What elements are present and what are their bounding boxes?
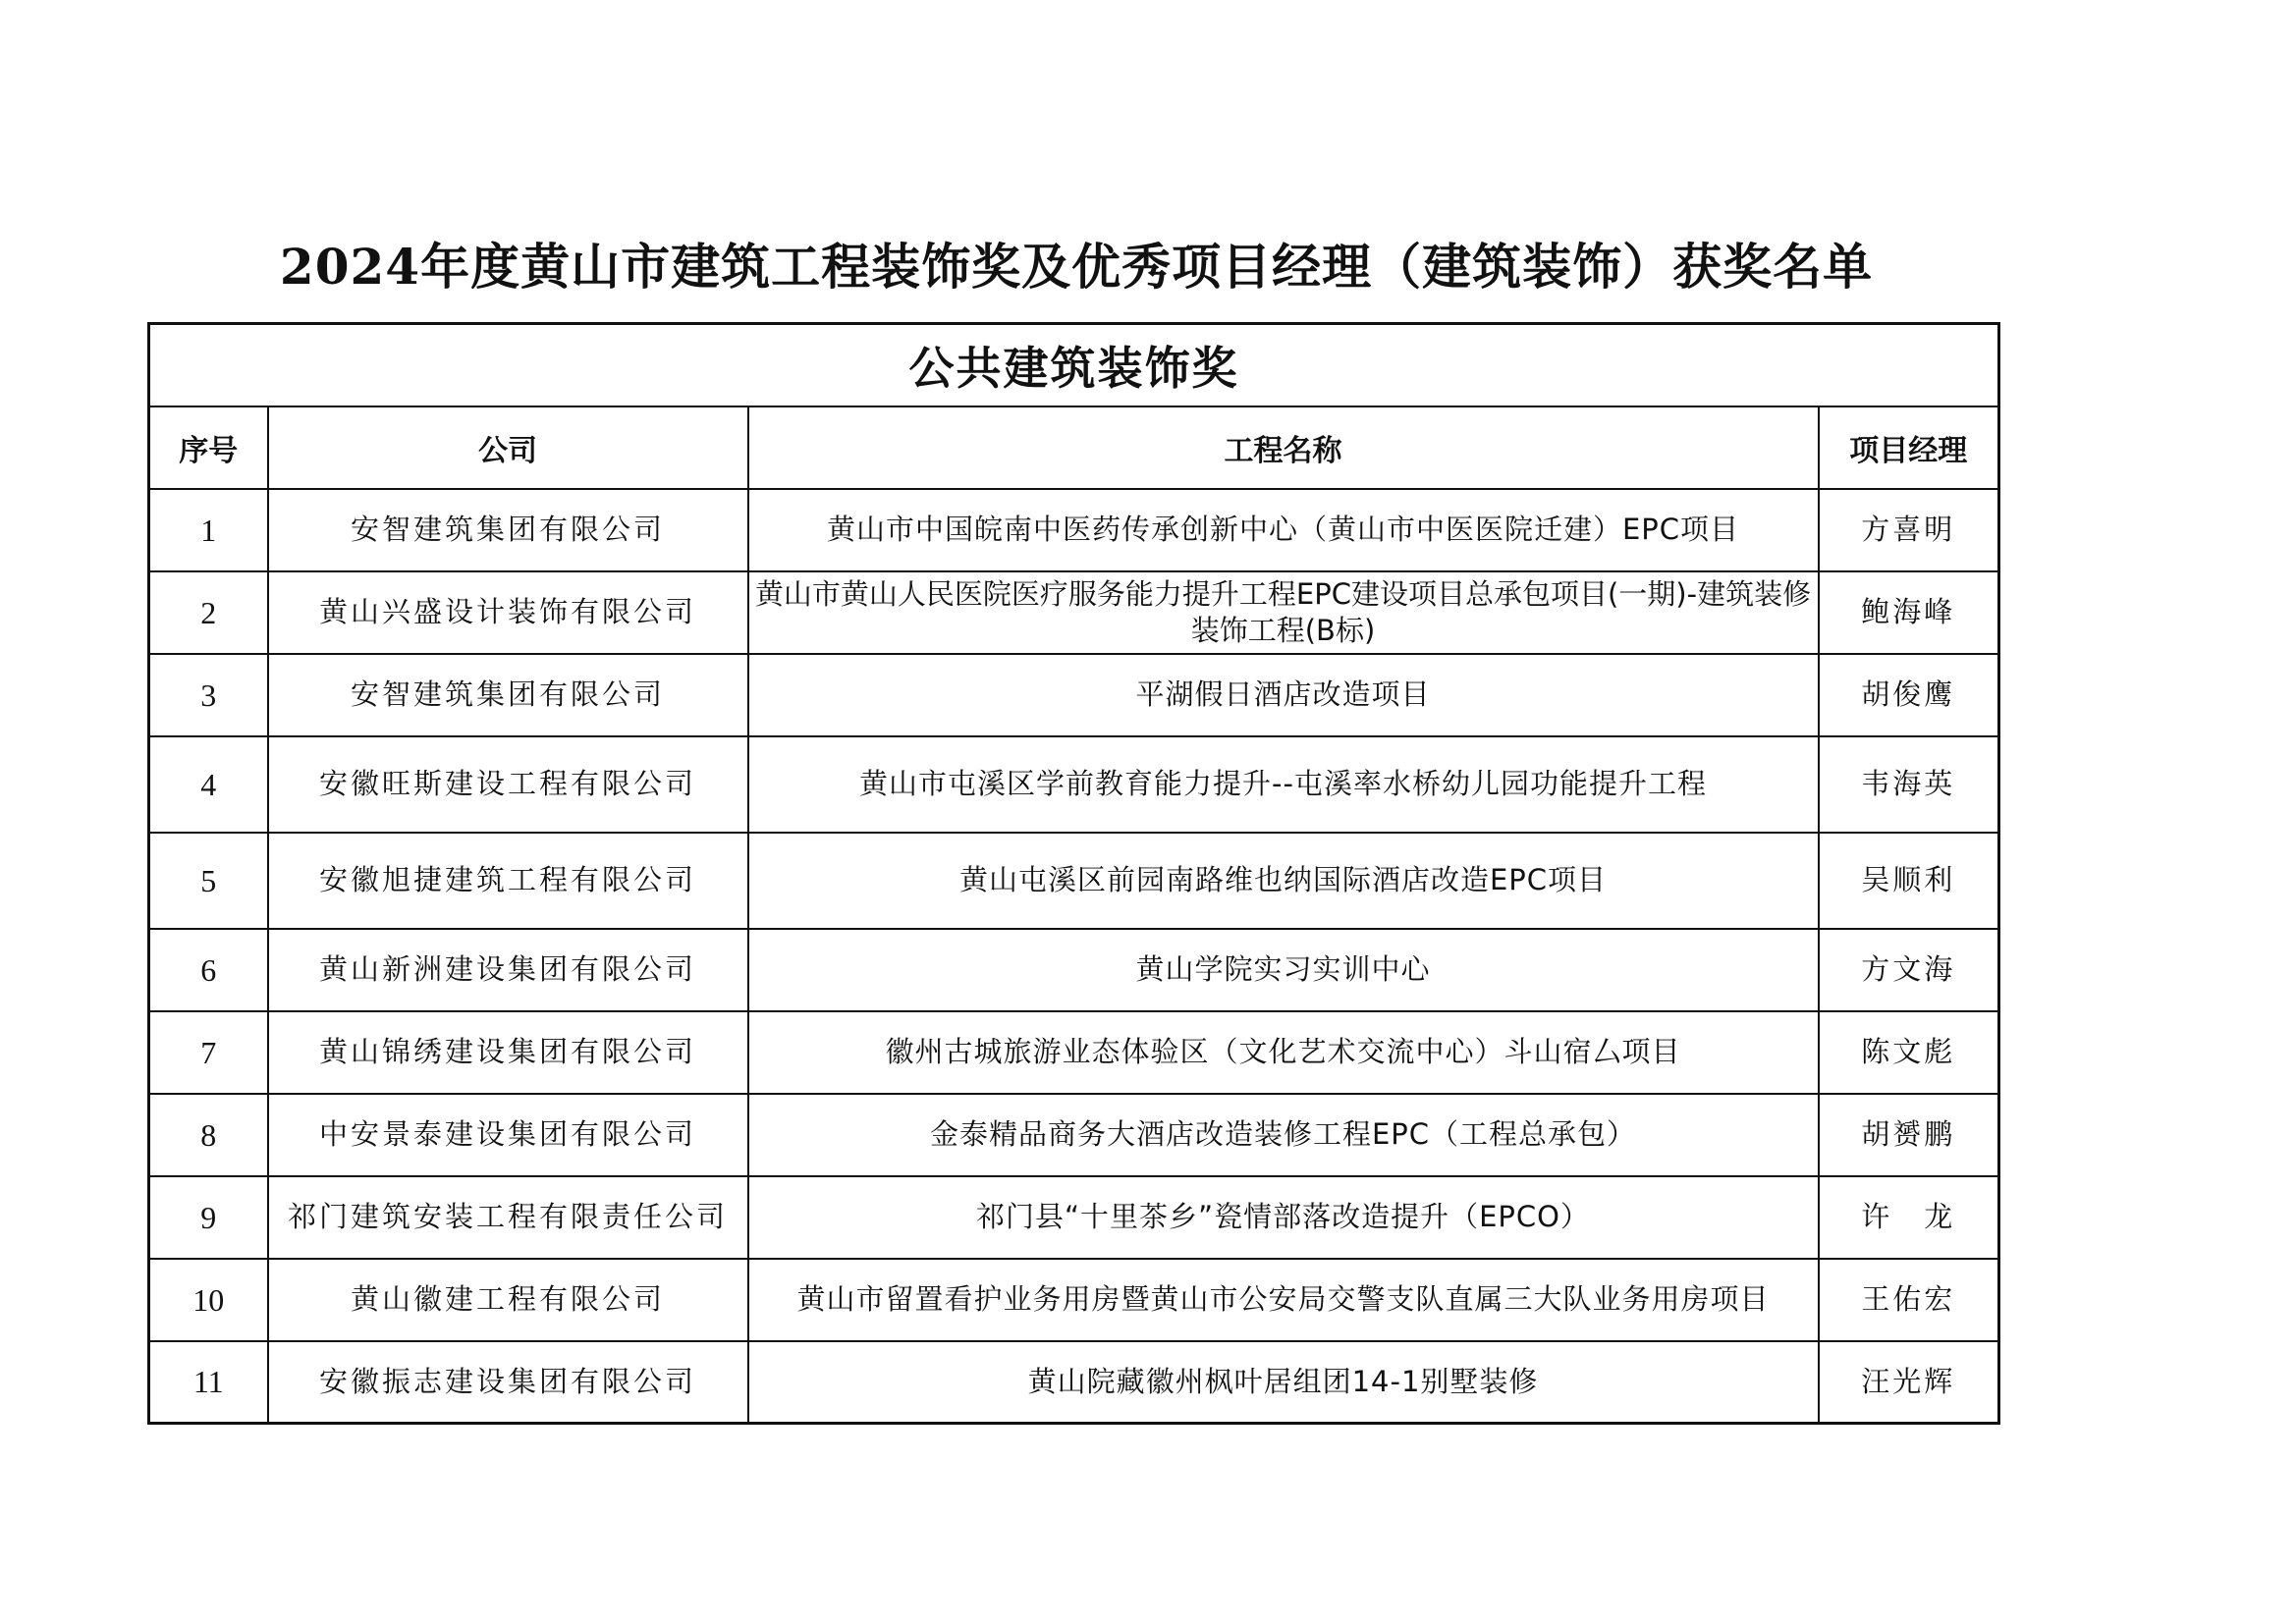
- company-cell: 祁门建筑安装工程有限责任公司: [268, 1176, 748, 1259]
- company-cell: 黄山锦绣建设集团有限公司: [268, 1011, 748, 1094]
- manager-cell: 王佑宏: [1819, 1259, 1999, 1341]
- company-cell: 安徽旺斯建设工程有限公司: [268, 736, 748, 833]
- company-cell: 安徽振志建设集团有限公司: [268, 1341, 748, 1424]
- row-number: 7: [149, 1011, 268, 1094]
- column-header-manager: 项目经理: [1819, 406, 1999, 489]
- table-row: [149, 654, 1999, 736]
- row-number: 5: [149, 833, 268, 929]
- award-table: [147, 322, 2000, 1425]
- company-cell: 黄山徽建工程有限公司: [268, 1259, 748, 1341]
- table-row: [149, 571, 1999, 654]
- document-title: 2024年度黄山市建筑工程装饰奖及优秀项目经理（建筑装饰）获奖名单: [279, 238, 1874, 296]
- table-row: [149, 1176, 1999, 1259]
- row-number: 3: [149, 654, 268, 736]
- project-cell: 黄山学院实习实训中心: [748, 929, 1819, 1011]
- company-cell: 黄山新洲建设集团有限公司: [268, 929, 748, 1011]
- manager-cell: 胡俊鹰: [1819, 654, 1999, 736]
- manager-cell: 陈文彪: [1819, 1011, 1999, 1094]
- table-row: [149, 833, 1999, 929]
- project-cell: 黄山市黄山人民医院医疗服务能力提升工程EPC建设项目总承包项目(一期)-建筑装修装饰工程(B标): [748, 571, 1819, 654]
- project-cell: 黄山市中国皖南中医药传承创新中心（黄山市中医医院迁建）EPC项目: [748, 489, 1819, 571]
- row-number: 11: [149, 1341, 268, 1424]
- table-row: [149, 1094, 1999, 1176]
- table-row: [149, 929, 1999, 1011]
- project-cell: 徽州古城旅游业态体验区（文化艺术交流中心）斗山宿厶项目: [748, 1011, 1819, 1094]
- project-cell: 祁门县“十里茶乡”瓷情部落改造提升（EPCO）: [748, 1176, 1819, 1259]
- manager-cell: 汪光辉: [1819, 1341, 1999, 1424]
- table-row: [149, 736, 1999, 833]
- column-header-company: 公司: [268, 406, 748, 489]
- table-row: [149, 489, 1999, 571]
- company-cell: 黄山兴盛设计装饰有限公司: [268, 571, 748, 654]
- row-number: 6: [149, 929, 268, 1011]
- project-cell: 金泰精品商务大酒店改造装修工程EPC（工程总承包）: [748, 1094, 1819, 1176]
- row-number: 9: [149, 1176, 268, 1259]
- project-cell: 黄山屯溪区前园南路维也纳国际酒店改造EPC项目: [748, 833, 1819, 929]
- row-number: 1: [149, 489, 268, 571]
- table-row: [149, 1259, 1999, 1341]
- row-number: 10: [149, 1259, 268, 1341]
- column-header-index: 序号: [149, 406, 268, 489]
- section-title: 公共建筑装饰奖: [149, 324, 1999, 406]
- manager-cell: 鲍海峰: [1819, 571, 1999, 654]
- manager-cell: 韦海英: [1819, 736, 1999, 833]
- manager-cell: 胡赟鹏: [1819, 1094, 1999, 1176]
- manager-cell: 许 龙: [1819, 1176, 1999, 1259]
- company-cell: 中安景泰建设集团有限公司: [268, 1094, 748, 1176]
- row-number: 8: [149, 1094, 268, 1176]
- project-cell: 黄山院藏徽州枫叶居组团14-1别墅装修: [748, 1341, 1819, 1424]
- manager-cell: 方喜明: [1819, 489, 1999, 571]
- column-header-project: 工程名称: [748, 406, 1819, 489]
- row-number: 4: [149, 736, 268, 833]
- table-header-row: [149, 406, 1999, 489]
- project-cell: 平湖假日酒店改造项目: [748, 654, 1819, 736]
- table-row: [149, 1011, 1999, 1094]
- company-cell: 安智建筑集团有限公司: [268, 654, 748, 736]
- table-row: [149, 1341, 1999, 1424]
- row-number: 2: [149, 571, 268, 654]
- project-cell: 黄山市屯溪区学前教育能力提升--屯溪率水桥幼儿园功能提升工程: [748, 736, 1819, 833]
- manager-cell: 吴顺利: [1819, 833, 1999, 929]
- project-cell: 黄山市留置看护业务用房暨黄山市公安局交警支队直属三大队业务用房项目: [748, 1259, 1819, 1341]
- company-cell: 安智建筑集团有限公司: [268, 489, 748, 571]
- manager-cell: 方文海: [1819, 929, 1999, 1011]
- company-cell: 安徽旭捷建筑工程有限公司: [268, 833, 748, 929]
